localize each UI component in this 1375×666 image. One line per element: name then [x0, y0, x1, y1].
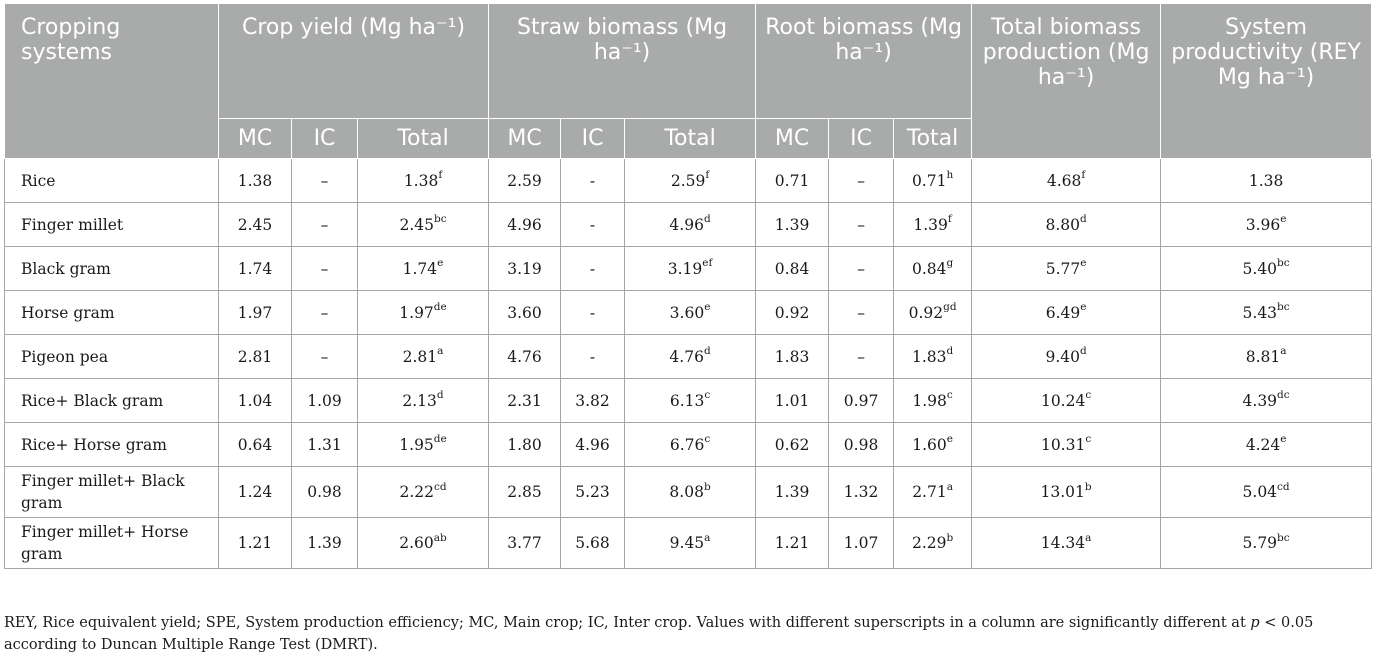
subheader-straw-ic: IC	[561, 119, 625, 159]
cell-root-total-superscript: c	[946, 389, 953, 402]
cell-crop-yield-total-superscript: cd	[433, 480, 447, 493]
cell-crop-yield-total	[358, 423, 489, 467]
cell-system-productivity	[1161, 335, 1372, 379]
cell-crop-yield-ic	[292, 518, 358, 569]
cell-root-total-superscript: g	[946, 257, 954, 270]
cell-root-ic	[829, 335, 894, 379]
subheader-crop-yield-ic: IC	[292, 119, 358, 159]
cell-root-ic	[829, 518, 894, 569]
cell-straw-ic	[561, 247, 625, 291]
table-container	[4, 3, 1371, 569]
cell-straw-total-value: 2.59	[670, 171, 706, 190]
cell-total-biomass-superscript: d	[1079, 345, 1087, 358]
cell-crop-yield-ic-value: 1.31	[307, 435, 342, 454]
cell-crop-yield-total-superscript: ab	[433, 531, 447, 544]
cell-straw-mc	[489, 291, 561, 335]
cell-root-ic-value: 1.32	[843, 483, 879, 501]
cell-straw-ic-value: 3.82	[575, 391, 610, 410]
cell-root-mc-value: 0.62	[774, 435, 810, 454]
cell-crop-yield-ic	[292, 335, 358, 379]
cell-system-productivity-superscript: dc	[1277, 389, 1290, 402]
cell-crop-yield-total	[358, 159, 489, 203]
cell-root-ic	[829, 159, 894, 203]
cell-total-biomass-value: 9.40	[1045, 347, 1080, 366]
cell-root-total-value: 1.98	[912, 391, 947, 410]
cell-crop-yield-ic	[292, 291, 358, 335]
cell-total-biomass-value: 8.80	[1045, 215, 1080, 234]
cell-straw-total-superscript: d	[703, 213, 711, 226]
cell-crop-yield-ic-value: 0.98	[307, 483, 342, 501]
row-name	[5, 423, 219, 467]
cell-root-total-value: 1.60	[912, 435, 947, 454]
cell-crop-yield-total-value: 2.22	[399, 483, 434, 501]
cell-straw-total	[625, 247, 756, 291]
cell-crop-yield-mc	[219, 467, 292, 518]
cell-crop-yield-ic-value: –	[320, 303, 329, 322]
cell-straw-mc	[489, 159, 561, 203]
cell-system-productivity-value: 5.04	[1242, 483, 1278, 501]
cell-straw-total-value: 6.76	[669, 435, 705, 454]
cell-system-productivity-superscript: a	[1280, 345, 1287, 358]
cell-total-biomass-superscript: e	[1080, 301, 1087, 314]
cell-root-ic	[829, 467, 894, 518]
cell-total-biomass-value: 10.24	[1040, 391, 1086, 410]
header-root-biomass: Root biomass (Mg ha⁻¹)	[756, 4, 972, 119]
cell-total-biomass-value: 5.77	[1045, 259, 1081, 278]
cell-crop-yield-ic	[292, 467, 358, 518]
cell-straw-ic-value: 5.68	[575, 534, 610, 552]
cell-total-biomass-superscript: e	[1080, 257, 1087, 270]
cell-straw-total-value: 8.08	[669, 483, 704, 501]
cell-root-mc	[756, 159, 829, 203]
cell-root-total-superscript: e	[946, 433, 953, 446]
cell-crop-yield-total	[358, 291, 489, 335]
cell-crop-yield-ic	[292, 203, 358, 247]
cell-total-biomass-superscript: a	[1085, 531, 1092, 544]
row-name-value: Finger millet	[21, 215, 124, 234]
cell-crop-yield-ic-value: –	[320, 347, 329, 366]
subheader-straw-mc: MC	[489, 119, 561, 159]
header-cropping-systems: Cropping systems	[5, 4, 219, 159]
table-row	[5, 335, 1372, 379]
cell-crop-yield-ic	[292, 423, 358, 467]
cell-total-biomass-value: 14.34	[1040, 534, 1086, 552]
cell-system-productivity-superscript: bc	[1277, 257, 1290, 270]
cell-straw-mc-value: 3.19	[507, 259, 542, 278]
cell-straw-ic-value: -	[589, 347, 596, 366]
cell-straw-ic	[561, 335, 625, 379]
cell-root-total-superscript: a	[946, 480, 953, 493]
cell-crop-yield-total-superscript: de	[433, 301, 447, 314]
cell-root-total	[894, 518, 972, 569]
cell-crop-yield-total-superscript: a	[437, 345, 444, 358]
cell-crop-yield-mc-value: 2.81	[237, 347, 273, 366]
cell-root-total-value: 0.71	[911, 171, 947, 190]
header-straw-biomass: Straw biomass (Mg ha⁻¹)	[489, 4, 756, 119]
cell-crop-yield-ic	[292, 379, 358, 423]
cell-root-total-superscript: gd	[943, 301, 957, 314]
cell-total-biomass-value: 10.31	[1040, 435, 1086, 454]
cell-crop-yield-total-superscript: d	[436, 389, 444, 402]
cell-root-total-value: 1.39	[913, 215, 948, 234]
cell-crop-yield-total-value: 2.13	[402, 391, 437, 410]
cell-straw-total-value: 9.45	[669, 534, 705, 552]
cell-crop-yield-total	[358, 379, 489, 423]
cell-crop-yield-total-value: 2.81	[402, 347, 438, 366]
cell-crop-yield-total-value: 1.97	[399, 303, 434, 322]
cell-root-total	[894, 467, 972, 518]
row-name-value: Horse gram	[21, 303, 115, 322]
cell-total-biomass-value: 4.68	[1046, 171, 1082, 190]
cell-system-productivity-value: 1.38	[1248, 171, 1284, 190]
cell-crop-yield-mc	[219, 203, 292, 247]
cell-root-total	[894, 423, 972, 467]
cell-straw-mc-value: 4.76	[507, 347, 542, 366]
cell-total-biomass	[972, 467, 1161, 518]
table-footnote	[4, 612, 1371, 656]
cell-crop-yield-mc	[219, 335, 292, 379]
cell-root-total-value: 0.84	[911, 259, 947, 278]
cell-total-biomass	[972, 335, 1161, 379]
cell-crop-yield-mc-value: 2.45	[237, 215, 273, 234]
cell-root-total	[894, 203, 972, 247]
cell-straw-total	[625, 379, 756, 423]
cell-straw-total-value: 4.96	[669, 215, 704, 234]
subheader-root-mc: MC	[756, 119, 829, 159]
cell-straw-total-superscript: c	[704, 389, 711, 402]
cell-root-ic-value: –	[857, 259, 865, 278]
cell-straw-total-value: 6.13	[669, 391, 705, 410]
cell-root-mc	[756, 335, 829, 379]
cell-system-productivity-value: 8.81	[1245, 347, 1281, 366]
cell-straw-ic	[561, 159, 625, 203]
table-row	[5, 467, 1372, 518]
cell-straw-mc-value: 2.59	[507, 171, 542, 190]
cell-total-biomass-superscript: d	[1079, 213, 1087, 226]
cell-straw-total-value: 3.60	[669, 303, 705, 322]
cell-root-total-value: 1.83	[911, 347, 947, 366]
cell-system-productivity-superscript: bc	[1277, 301, 1290, 314]
cell-crop-yield-ic-value: 1.39	[307, 534, 342, 552]
cell-root-ic-value: –	[857, 215, 865, 234]
cell-straw-ic	[561, 291, 625, 335]
footnote-p-symbol: p	[1250, 615, 1260, 631]
cell-crop-yield-total	[358, 467, 489, 518]
cell-straw-total	[625, 291, 756, 335]
cell-total-biomass	[972, 379, 1161, 423]
cell-root-mc	[756, 518, 829, 569]
cell-total-biomass-value: 13.01	[1040, 483, 1085, 501]
cell-crop-yield-mc-value: 1.97	[237, 303, 273, 322]
table-row	[5, 379, 1372, 423]
cell-straw-ic	[561, 423, 625, 467]
cell-root-mc	[756, 423, 829, 467]
row-name-value: Finger millet+ Horse gram	[21, 523, 189, 563]
cell-system-productivity-superscript: cd	[1277, 480, 1290, 493]
cell-straw-total-superscript: e	[704, 301, 711, 314]
cell-crop-yield-ic-value: –	[320, 171, 329, 190]
cell-total-biomass-value: 6.49	[1045, 303, 1081, 322]
cell-system-productivity-value: 3.96	[1245, 215, 1281, 234]
cell-root-mc	[756, 379, 829, 423]
cell-root-total	[894, 159, 972, 203]
table-row	[5, 518, 1372, 569]
cell-root-total-superscript: h	[946, 169, 954, 182]
cell-root-mc	[756, 467, 829, 518]
cell-straw-total-superscript: ef	[702, 257, 713, 270]
cell-crop-yield-mc	[219, 518, 292, 569]
cell-total-biomass	[972, 518, 1161, 569]
cell-system-productivity-value: 4.39	[1242, 391, 1278, 410]
cell-root-ic	[829, 203, 894, 247]
cell-root-mc	[756, 203, 829, 247]
cell-system-productivity	[1161, 518, 1372, 569]
cell-system-productivity-value: 4.24	[1245, 435, 1281, 454]
cell-straw-total-superscript: a	[704, 531, 711, 544]
cell-root-total-value: 2.71	[912, 483, 947, 501]
cell-root-ic-value: 0.97	[843, 391, 879, 410]
cell-total-biomass-superscript: b	[1084, 480, 1092, 493]
table-row	[5, 159, 1372, 203]
cell-straw-ic-value: 5.23	[575, 483, 610, 501]
cell-root-mc-value: 1.21	[774, 534, 810, 552]
cell-total-biomass	[972, 159, 1161, 203]
cell-straw-total-superscript: d	[703, 345, 711, 358]
row-name	[5, 335, 219, 379]
cell-system-productivity	[1161, 379, 1372, 423]
cell-straw-mc	[489, 247, 561, 291]
cell-root-mc-value: 1.83	[774, 347, 810, 366]
cell-root-ic-value: –	[857, 171, 865, 190]
cell-straw-total-superscript: f	[705, 169, 710, 182]
cell-straw-mc	[489, 335, 561, 379]
cell-straw-mc	[489, 203, 561, 247]
row-name-value: Finger millet+ Black gram	[21, 472, 185, 512]
cell-crop-yield-mc-value: 0.64	[237, 435, 273, 454]
cell-total-biomass	[972, 291, 1161, 335]
row-name	[5, 379, 219, 423]
cell-root-mc-value: 1.39	[774, 215, 810, 234]
cell-root-ic	[829, 291, 894, 335]
cell-root-ic-value: –	[857, 347, 865, 366]
cell-root-mc-value: 0.92	[774, 303, 810, 322]
row-name-value: Rice	[21, 171, 56, 190]
cell-system-productivity-value: 5.43	[1242, 303, 1278, 322]
cell-crop-yield-mc-value: 1.24	[237, 483, 273, 501]
footnote-text-after: < 0.05 according to Duncan Multiple Range Test (DMRT).	[4, 615, 1314, 653]
cell-root-ic	[829, 423, 894, 467]
cell-straw-ic-value: -	[589, 259, 596, 278]
cell-root-ic	[829, 379, 894, 423]
cell-crop-yield-mc	[219, 379, 292, 423]
table-row	[5, 247, 1372, 291]
cell-root-mc-value: 1.01	[774, 391, 810, 410]
cell-straw-ic-value: 4.96	[575, 435, 610, 454]
cell-crop-yield-total-value: 1.95	[399, 435, 434, 454]
cell-straw-ic	[561, 203, 625, 247]
cell-system-productivity	[1161, 423, 1372, 467]
cell-crop-yield-mc-value: 1.04	[237, 391, 273, 410]
cell-straw-total	[625, 423, 756, 467]
table-row	[5, 291, 1372, 335]
cell-crop-yield-mc-value: 1.38	[237, 171, 273, 190]
cell-crop-yield-mc-value: 1.21	[237, 534, 273, 552]
cell-root-total	[894, 379, 972, 423]
cell-straw-total	[625, 467, 756, 518]
cell-straw-mc-value: 4.96	[507, 215, 542, 234]
cell-crop-yield-mc	[219, 291, 292, 335]
cell-system-productivity-superscript: e	[1280, 213, 1287, 226]
cell-straw-mc-value: 2.85	[507, 483, 542, 501]
cell-crop-yield-ic-value: –	[320, 215, 329, 234]
cell-crop-yield-ic-value: –	[320, 259, 329, 278]
footnote-text-before: REY, Rice equivalent yield; SPE, System production efficiency; MC, Main crop; IC, Inter crop. Values with different superscripts in a column are significantly different at	[4, 615, 1251, 631]
cell-straw-mc-value: 1.80	[507, 435, 542, 454]
subheader-crop-yield-mc: MC	[219, 119, 292, 159]
cell-system-productivity	[1161, 203, 1372, 247]
cell-root-total	[894, 335, 972, 379]
cell-straw-mc	[489, 518, 561, 569]
cell-crop-yield-total-value: 2.45	[399, 215, 434, 234]
cell-root-total-superscript: d	[946, 345, 954, 358]
cell-straw-mc-value: 3.77	[507, 534, 542, 552]
cell-crop-yield-total-superscript: f	[438, 169, 443, 182]
cell-crop-yield-total-superscript: bc	[433, 213, 447, 226]
cell-crop-yield-ic	[292, 159, 358, 203]
cell-straw-ic-value: -	[589, 171, 596, 190]
cell-root-total-value: 0.92	[908, 303, 944, 322]
cell-root-total-value: 2.29	[911, 534, 947, 552]
cell-system-productivity-value: 5.40	[1242, 259, 1278, 278]
table-row	[5, 203, 1372, 247]
cell-root-ic-value: 1.07	[843, 534, 879, 552]
cell-system-productivity-value: 5.79	[1242, 534, 1278, 552]
cell-system-productivity	[1161, 159, 1372, 203]
cell-total-biomass	[972, 247, 1161, 291]
subheader-root-ic: IC	[829, 119, 894, 159]
cell-root-ic-value: 0.98	[843, 435, 879, 454]
row-name-value: Black gram	[21, 259, 111, 278]
cell-root-ic	[829, 247, 894, 291]
cell-total-biomass-superscript: c	[1085, 389, 1092, 402]
cell-root-mc-value: 1.39	[774, 483, 810, 501]
cell-root-total-superscript: f	[947, 213, 952, 226]
cell-crop-yield-total	[358, 335, 489, 379]
cell-total-biomass-superscript: c	[1085, 433, 1092, 446]
subheader-crop-yield-total: Total	[358, 119, 489, 159]
cell-crop-yield-mc	[219, 423, 292, 467]
cell-crop-yield-mc	[219, 247, 292, 291]
cell-straw-total-value: 4.76	[669, 347, 704, 366]
cell-straw-total-superscript: b	[703, 480, 711, 493]
cell-total-biomass	[972, 423, 1161, 467]
cell-straw-ic-value: -	[589, 215, 596, 234]
cell-crop-yield-ic-value: 1.09	[307, 391, 342, 410]
cell-straw-total-superscript: c	[704, 433, 711, 446]
cell-system-productivity-superscript: e	[1280, 433, 1287, 446]
cell-crop-yield-total-value: 2.60	[399, 534, 434, 552]
row-name-value: Pigeon pea	[21, 347, 109, 366]
cell-crop-yield-total	[358, 247, 489, 291]
row-name	[5, 291, 219, 335]
cell-system-productivity	[1161, 247, 1372, 291]
cell-root-ic-value: –	[857, 303, 865, 322]
cell-straw-mc	[489, 423, 561, 467]
cell-straw-mc	[489, 467, 561, 518]
cell-straw-ic-value: -	[589, 303, 596, 322]
row-name-value: Rice+ Black gram	[21, 391, 164, 410]
row-name	[5, 518, 219, 569]
cell-total-biomass	[972, 203, 1161, 247]
header-crop-yield: Crop yield (Mg ha⁻¹)	[219, 4, 489, 119]
cell-crop-yield-total	[358, 203, 489, 247]
header-system-productivity: System productivity (REY Mg ha⁻¹)	[1161, 4, 1372, 159]
row-name	[5, 159, 219, 203]
table-header	[5, 4, 1372, 159]
cell-straw-mc	[489, 379, 561, 423]
cell-crop-yield-mc-value: 1.74	[237, 259, 273, 278]
subheader-root-total: Total	[894, 119, 972, 159]
cell-crop-yield-ic	[292, 247, 358, 291]
cell-root-mc-value: 0.84	[774, 259, 810, 278]
cell-root-mc	[756, 247, 829, 291]
cell-crop-yield-total-superscript: e	[437, 257, 444, 270]
row-name-value: Rice+ Horse gram	[21, 435, 167, 454]
cell-root-total-superscript: b	[946, 531, 954, 544]
cell-straw-total	[625, 335, 756, 379]
cell-root-mc-value: 0.71	[774, 171, 810, 190]
cell-straw-mc-value: 3.60	[507, 303, 542, 322]
cell-system-productivity-superscript: bc	[1277, 531, 1290, 544]
cell-straw-mc-value: 2.31	[507, 391, 542, 410]
cell-straw-total-value: 3.19	[667, 259, 703, 278]
data-table	[4, 3, 1372, 569]
cell-crop-yield-total-value: 1.74	[402, 259, 438, 278]
cell-system-productivity	[1161, 291, 1372, 335]
cell-straw-total	[625, 159, 756, 203]
row-name	[5, 203, 219, 247]
cell-crop-yield-total-superscript: de	[433, 433, 447, 446]
cell-straw-ic	[561, 467, 625, 518]
cell-straw-ic	[561, 518, 625, 569]
row-name	[5, 467, 219, 518]
cell-straw-total	[625, 203, 756, 247]
cell-system-productivity	[1161, 467, 1372, 518]
subheader-straw-total: Total	[625, 119, 756, 159]
cell-straw-ic	[561, 379, 625, 423]
cell-crop-yield-total-value: 1.38	[403, 171, 439, 190]
cell-root-total	[894, 247, 972, 291]
table-body	[5, 159, 1372, 569]
header-total-biomass: Total biomass production (Mg ha⁻¹)	[972, 4, 1161, 159]
cell-root-mc	[756, 291, 829, 335]
cell-crop-yield-total	[358, 518, 489, 569]
cell-total-biomass-superscript: f	[1081, 169, 1086, 182]
cell-crop-yield-mc	[219, 159, 292, 203]
row-name	[5, 247, 219, 291]
cell-straw-total	[625, 518, 756, 569]
cell-root-total	[894, 291, 972, 335]
table-row	[5, 423, 1372, 467]
